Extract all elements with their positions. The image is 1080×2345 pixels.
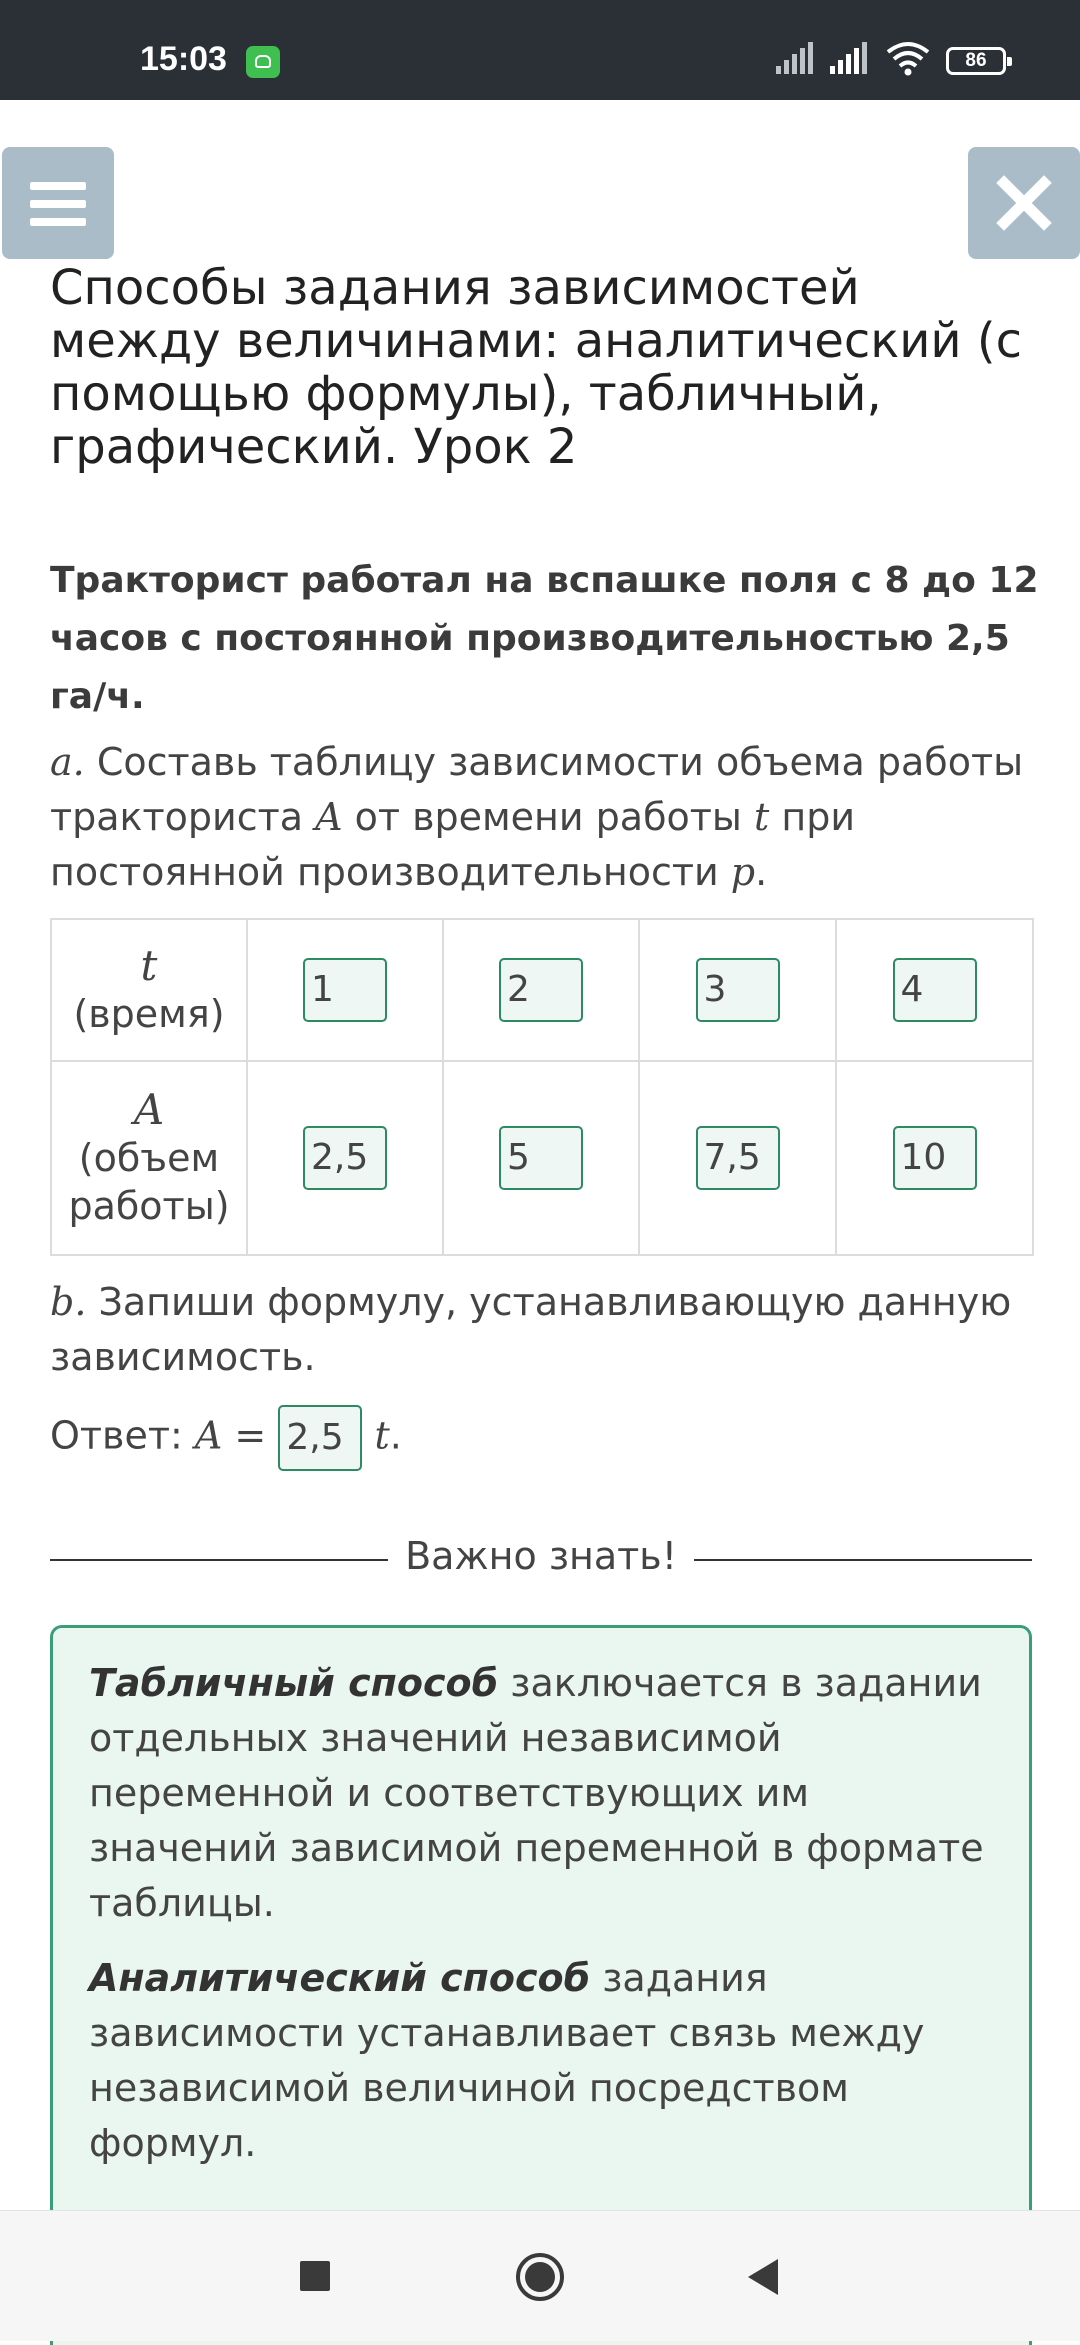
t-value-input[interactable]: 4 [893, 958, 977, 1022]
t-value-input[interactable]: 3 [696, 958, 780, 1022]
t-value-input[interactable]: 2 [499, 958, 583, 1022]
signal-icon [776, 42, 818, 76]
hamburger-menu-icon [30, 182, 86, 226]
part-b-label: b. [50, 1280, 87, 1324]
recent-apps-icon[interactable] [300, 2261, 330, 2291]
task-title: Тракторист работал на вспашке поля с 8 до 12 часов с постоянной производительностью 2,5 га/ч. [50, 560, 1039, 717]
a-value-input[interactable]: 10 [893, 1126, 977, 1190]
answer-line: Ответ: A = 2,5 t. [50, 1405, 1040, 1471]
a-value-input[interactable]: 2,5 [303, 1126, 387, 1190]
clock: 15:03 [140, 40, 227, 78]
analytic-method-note: Аналитический способ задания зависимости устанавливает связь между независимой величиной посредством формул. [89, 1956, 925, 2165]
divider-label: Важно знать! [405, 1534, 677, 1578]
status-bar [0, 0, 1080, 100]
a-value-input[interactable]: 5 [499, 1126, 583, 1190]
signal-icon [830, 42, 872, 76]
close-button[interactable] [968, 147, 1080, 259]
row-header-time: t (время) [51, 919, 247, 1061]
t-value-input[interactable]: 1 [303, 958, 387, 1022]
table-method-note: Табличный способ заключается в задании отдельных значений независимой переменной и соответствующих им значений зависимой переменной в формате таблицы. [89, 1661, 984, 1925]
close-icon [990, 171, 1058, 235]
navigation-bar [0, 2210, 1080, 2341]
answer-input[interactable]: 2,5 [278, 1405, 362, 1471]
a-value-input[interactable]: 7,5 [696, 1126, 780, 1190]
table-row [51, 919, 1033, 1061]
row-header-work: A (объем работы) [51, 1061, 247, 1255]
wifi-icon [884, 40, 932, 78]
important-divider [50, 1530, 1032, 1590]
dependency-table [50, 918, 1034, 1256]
notification-icon [246, 46, 280, 78]
part-a-text: a. Составь таблицу зависимости объема работы тракториста A от времени работы t при постоянной производительности p. [50, 740, 1024, 894]
lesson-title: Способы задания зависимостей между величинами: аналитический (с помощью формулы), табличный, графический. Урок 2 [50, 260, 1022, 475]
back-icon[interactable] [742, 2255, 782, 2299]
part-b-text: b. Запиши формулу, устанавливающую данную зависимость. [50, 1280, 1012, 1379]
table-row [51, 1061, 1033, 1255]
battery-icon: 86 [946, 47, 1006, 75]
part-a-label: a. [50, 740, 85, 784]
home-icon[interactable] [514, 2251, 566, 2303]
menu-button[interactable] [2, 147, 114, 259]
